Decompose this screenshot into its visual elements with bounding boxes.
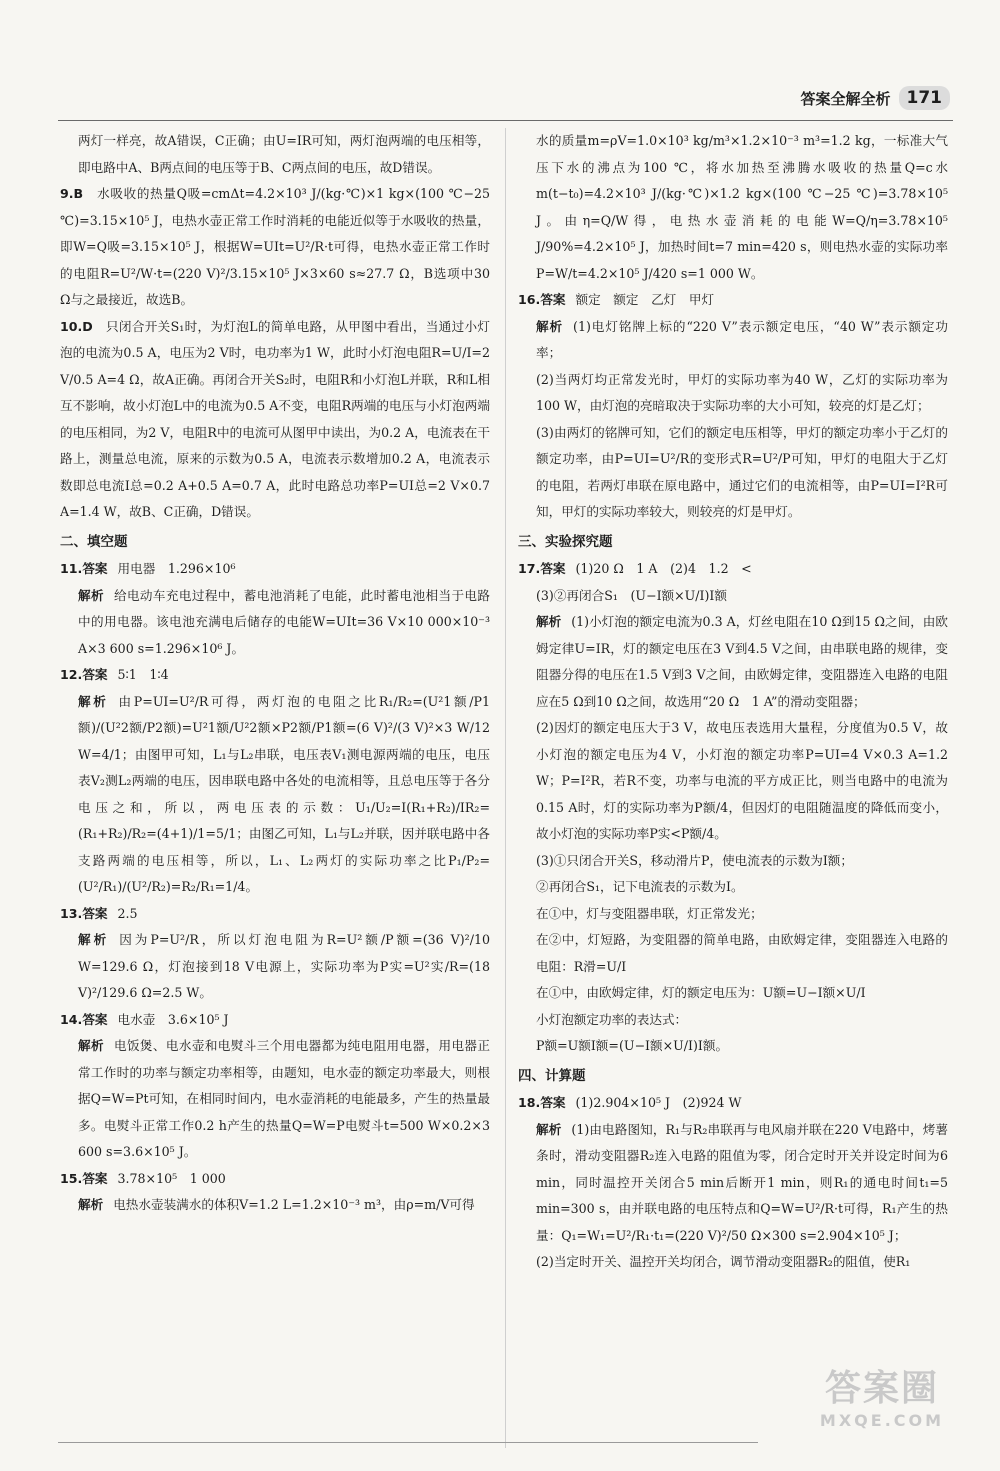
question-number: 14. [60,1011,83,1027]
paragraph-text: (1)由电路图知，R₁与R₂串联再与电风扇并联在220 V电路中，烤薯条时，滑动变阻器R₂连入电路的阻值为零，闭合定时开关并设定时间为6 min，同时温控开关闭合5 min后断开1 min，则R₁的通电时间t₁=5 min=300 s，由并联电路的电压特点和Q=W=U²/R·t可得，R₁产生的热量：Q₁=W₁=U²/R₁·t₁=(220 V)²/50 Ω×300 s=2.904×10⁵ J； [536,1121,948,1243]
analysis-label: 解析 [78,932,110,947]
answer-block [518,287,948,314]
answer-block [60,128,490,181]
answer-block [60,927,490,1007]
watermark-logo [792,1367,972,1447]
question-number: 9.B [60,186,84,201]
paragraph-text: 水的质量m=ρV=1.0×10³ kg/m³×1.2×10⁻³ m³=1.2 kg，一标准大气压下水的沸点为100 ℃，将水加热至沸腾水吸收的热量Q=c水m(t−t₀)=4.2×10³ J/(kg·℃)×1.2 kg×(100 ℃−25 ℃)=3.78×10⁵ J。由η=Q/W得，电热水壶消耗的电能W=Q/η=3.78×10⁵ J/90%=4.2×10⁵ J，加热时间t=7 min=420 s，则电热水壶的实际功率P=W/t=4.2×10⁵ J/420 s=1 000 W。 [536,133,948,281]
paragraph-text: (2)因灯的额定电压大于3 V，故电压表选用大量程，分度值为0.5 V，故小灯泡的额定电压为4 V，小灯泡的额定功率P=UI=4 V×0.3 A=1.2 W；P=I²R，若R不变，功率与电流的平方成正比，则当电路中的电流为0.15 A时，灯的实际功率为P额/4，但因灯的电阻随温度的降低而变小，故小灯泡的实际功率P实<P额/4。 [536,720,948,841]
question-number: 17. [518,561,541,576]
paragraph-text: 由P=UI=U²/R可得，两灯泡的电阻之比R₁/R₂=(U²1额/P1额)/(U²2额/P2额)=U²1额/U²2额×P2额/P1额=(6 V)²/(3 V)²×3 W/12 W=4/1；由图甲可知，L₁与L₂串联，电压表V₁测电源两端的电压，电压表V₂测L₂两端的电压，因串联电路中各处的电流相等，且总电压等于各分电压之和，所以，两电压表的示数：U₁/U₂=I(R₁+R₂)/IR₂=(R₁+R₂)/R₂=(4+1)/1=5/1；由图乙可知，L₁与L₂并联，因并联电路中各支路两端的电压相等，所以，L₁、L₂两灯的实际功率之比P₁/P₂=(U²/R₁)/(U²/R₂)=R₂/R₁=1/4。 [78,693,490,894]
paragraph-text: 只闭合开关S₁时，为灯泡L的简单电路，从甲图中看出，当通过小灯泡的电流为0.5 A，电压为2 V时，电功率为1 W，此时小灯泡电阻R=U/I=2 V/0.5 A=4 Ω，故A正确。再闭合开关S₂时，电阻R和小灯泡L并联，R和L相互不影响，故小灯泡L中的电流为0.5 A不变，电阻R两端的电压与小灯泡两端的电压相同，为2 V，电阻R中的电流可从图甲中读出，为0.2 A，电流表在干路上，测量总电流，原来的示数为0.5 A，电流表示数增加0.2 A，电流表示数即总电流I总=0.2 A+0.5 A=0.7 A，此时电路总功率P=UI总=2 V×0.7 A=1.4 W，故B、C正确，D错误。 [60,318,490,519]
question-number: 13. [60,905,83,921]
paragraph-text: 3.78×10⁵ 1 000 [117,1170,226,1186]
answer-label: 答案 [82,905,108,921]
paragraph-text: 电水壶 3.6×10⁵ J [117,1011,229,1027]
answer-block [518,1033,948,1060]
answer-block [518,848,948,875]
analysis-label: 解析 [536,614,562,629]
answer-block [518,927,948,980]
answer-block [518,874,948,901]
paragraph-text: 电热水壶装满水的体积V=1.2 L=1.2×10⁻³ m³，由ρ=m/V可得 [113,1197,475,1212]
paragraph-text: 用电器 1.296×10⁶ [117,561,236,576]
paragraph-text: 两灯一样亮，故A错误，C正确；由U=IR可知，两灯泡两端的电压相等，即电路中A、B两点间的电压等于B、C两点间的电压，故D错误。 [78,133,490,175]
answer-block [60,901,490,928]
paragraph-text: (1)小灯泡的额定电流为0.3 A，灯丝电阻在10 Ω到15 Ω之间，由欧姆定律U=IR，灯的额定电压在3 V到4.5 V之间，由串联电路的规律，变阻器分得的电压在1.5 V到3 V之间，由欧姆定律，变阻器连入电路的电阻应在5 Ω到10 Ω之间，故选用“20 Ω 1 A”的滑动变阻器； [536,614,948,709]
analysis-label: 解析 [78,1038,104,1053]
answer-block [518,583,948,610]
question-number: 11. [60,561,83,576]
left-column [60,128,490,1448]
answer-block [60,314,490,526]
paragraph-text: (3)由两灯的铭牌可知，它们的额定电压相等，甲灯的额定功率小于乙灯的额定功率，由P=UI=U²/R的变形式R=U²/P可知，甲灯的电阻大于乙灯的电阻，若两灯串联在原电路中，通过它们的电流相等，由P=UI=I²R可知，甲灯的实际功率较大，则较亮的灯是甲灯。 [536,424,948,519]
section-heading: 三、实验探究题 [518,533,613,550]
answer-label: 答案 [82,1011,108,1027]
paragraph-text: 水吸收的热量Q吸=cmΔt=4.2×10³ J/(kg·℃)×1 kg×(100 ℃−25 ℃)=3.15×10⁵ J，电热水壶正常工作时消耗的电能近似等于水吸收的热量，即W=Q吸=3.15×10⁵ J，根据W=UIt=U²/R·t可得，电热水壶正常工作时的电阻R=U²/W·t=(220 V)²/3.15×10⁵ J×3×60 s≈27.7 Ω，B选项中30 Ω与之最接近，故选B。 [60,186,490,307]
answer-block [518,556,948,583]
answer-block [518,901,948,928]
paragraph-text: (1)2.904×10⁵ J (2)924 W [575,1095,742,1110]
paragraph-text: 电饭煲、电水壶和电熨斗三个用电器都为纯电阻用电器，用电器正常工作时的功率与额定功率相等，由题知，电水壶的额定功率最大，则根据Q=W=Pt可知，在相同时间内，电水壶消耗的电能最多，产生的热量最多。电熨斗正常工作0.2 h产生的热量Q=W=P电熨斗t=500 W×0.2×3 600 s=3.6×10⁵ J。 [78,1038,490,1159]
header-rule [58,120,953,121]
paragraph-text: (1)电灯铭牌上标的“220 V”表示额定电压，“40 W”表示额定功率； [536,318,948,360]
answer-block [60,662,490,689]
paragraph-text: 给电动车充电过程中，蓄电池消耗了电能，此时蓄电池相当于电路中的用电器。该电池充满电后储存的电能W=UIt=36 V×10 000×10⁻³ A×3 600 s=1.296×10⁶ J。 [78,587,490,656]
analysis-label: 解析 [536,1121,562,1137]
question-number: 15. [60,1170,83,1186]
answer-block [60,181,490,314]
answer-block [518,420,948,526]
answer-block [518,1249,948,1276]
paragraph-text: (1)20 Ω 1 A (2)4 1.2 < [575,561,752,576]
answer-block [60,583,490,663]
paragraph-text: 在②中，灯短路，为变阻器的简单电路，由欧姆定律，变阻器连入电路的电阻：R滑=U/I [536,932,948,974]
question-number: 10.D [60,318,93,334]
paragraph-text: (2)当两灯均正常发光时，甲灯的实际功率为40 W，乙灯的实际功率为100 W，由灯泡的亮暗取决于实际功率的大小可知，较亮的灯是乙灯； [536,371,948,413]
answer-block [518,980,948,1007]
header-title: 答案全解全析 [800,89,891,108]
answer-label: 答案 [82,667,108,682]
paragraph-text: ②再闭合S₁，记下电流表的示数为I。 [536,879,744,894]
answer-label: 答案 [82,1170,108,1186]
answer-block [518,609,948,715]
answer-label: 答案 [82,561,108,576]
question-number: 18. [518,1095,541,1110]
answer-block [518,1117,948,1250]
answer-block [518,367,948,420]
watermark-text: 答案圈 [824,1368,939,1409]
right-column [518,128,948,1448]
answer-block [60,1166,490,1193]
answer-label: 答案 [540,561,566,576]
answer-block [518,715,948,848]
paragraph-text: 因为P=U²/R，所以灯泡电阻为R=U²额/P额=(36 V)²/10 W=129.6 Ω，灯泡接到18 V电源上，实际功率为P实=U²实/R=(18 V)²/129.6 Ω=2.5 W。 [78,932,490,1000]
analysis-label: 解析 [78,587,104,603]
question-number: 16. [518,292,541,307]
question-number: 12. [60,667,83,682]
answer-label: 答案 [540,1095,566,1110]
section-heading: 二、填空题 [60,533,128,550]
section-heading: 四、计算题 [518,1067,586,1084]
answer-block [60,1033,490,1166]
answer-block [518,1007,948,1034]
answer-block [60,1007,490,1034]
answer-block [60,1192,490,1219]
paragraph-text: 在①中，由欧姆定律，灯的额定电压为：U额=U−I额×U/I [536,985,866,1000]
watermark-url: MXQE.COM [819,1411,945,1430]
footer-rule [58,1442,758,1443]
paragraph-text: 小灯泡额定功率的表达式： [536,1011,688,1027]
column-divider [505,128,506,1448]
answer-block [518,1090,948,1117]
paragraph-text: 5∶1 1∶4 [117,667,169,682]
answer-label: 答案 [540,292,566,307]
answer-block [60,556,490,583]
analysis-label: 解析 [536,318,564,334]
paragraph-text: (3)①只闭合开关S，移动滑片P，使电流表的示数为I额； [536,852,853,868]
answer-block [518,314,948,367]
answer-block [518,128,948,287]
paragraph-text: (3)②再闭合S₁ (U−I额×U/I)I额 [536,587,727,603]
paragraph-text: (2)当定时开关、温控开关均闭合，调节滑动变阻器R₂的阻值，使R₁ [536,1254,911,1269]
paragraph-text: P额=U额I额=(U−I额×U/I)I额。 [536,1038,729,1053]
paragraph-text: 在①中，灯与变阻器串联，灯正常发光； [536,905,763,921]
paragraph-text: 额定 额定 乙灯 甲灯 [575,292,715,307]
answer-block [60,689,490,901]
analysis-label: 解析 [78,1197,104,1212]
page-header [800,86,950,110]
page-number: 171 [899,86,951,110]
analysis-label: 解析 [78,693,109,709]
paragraph-text: 2.5 [117,905,138,921]
